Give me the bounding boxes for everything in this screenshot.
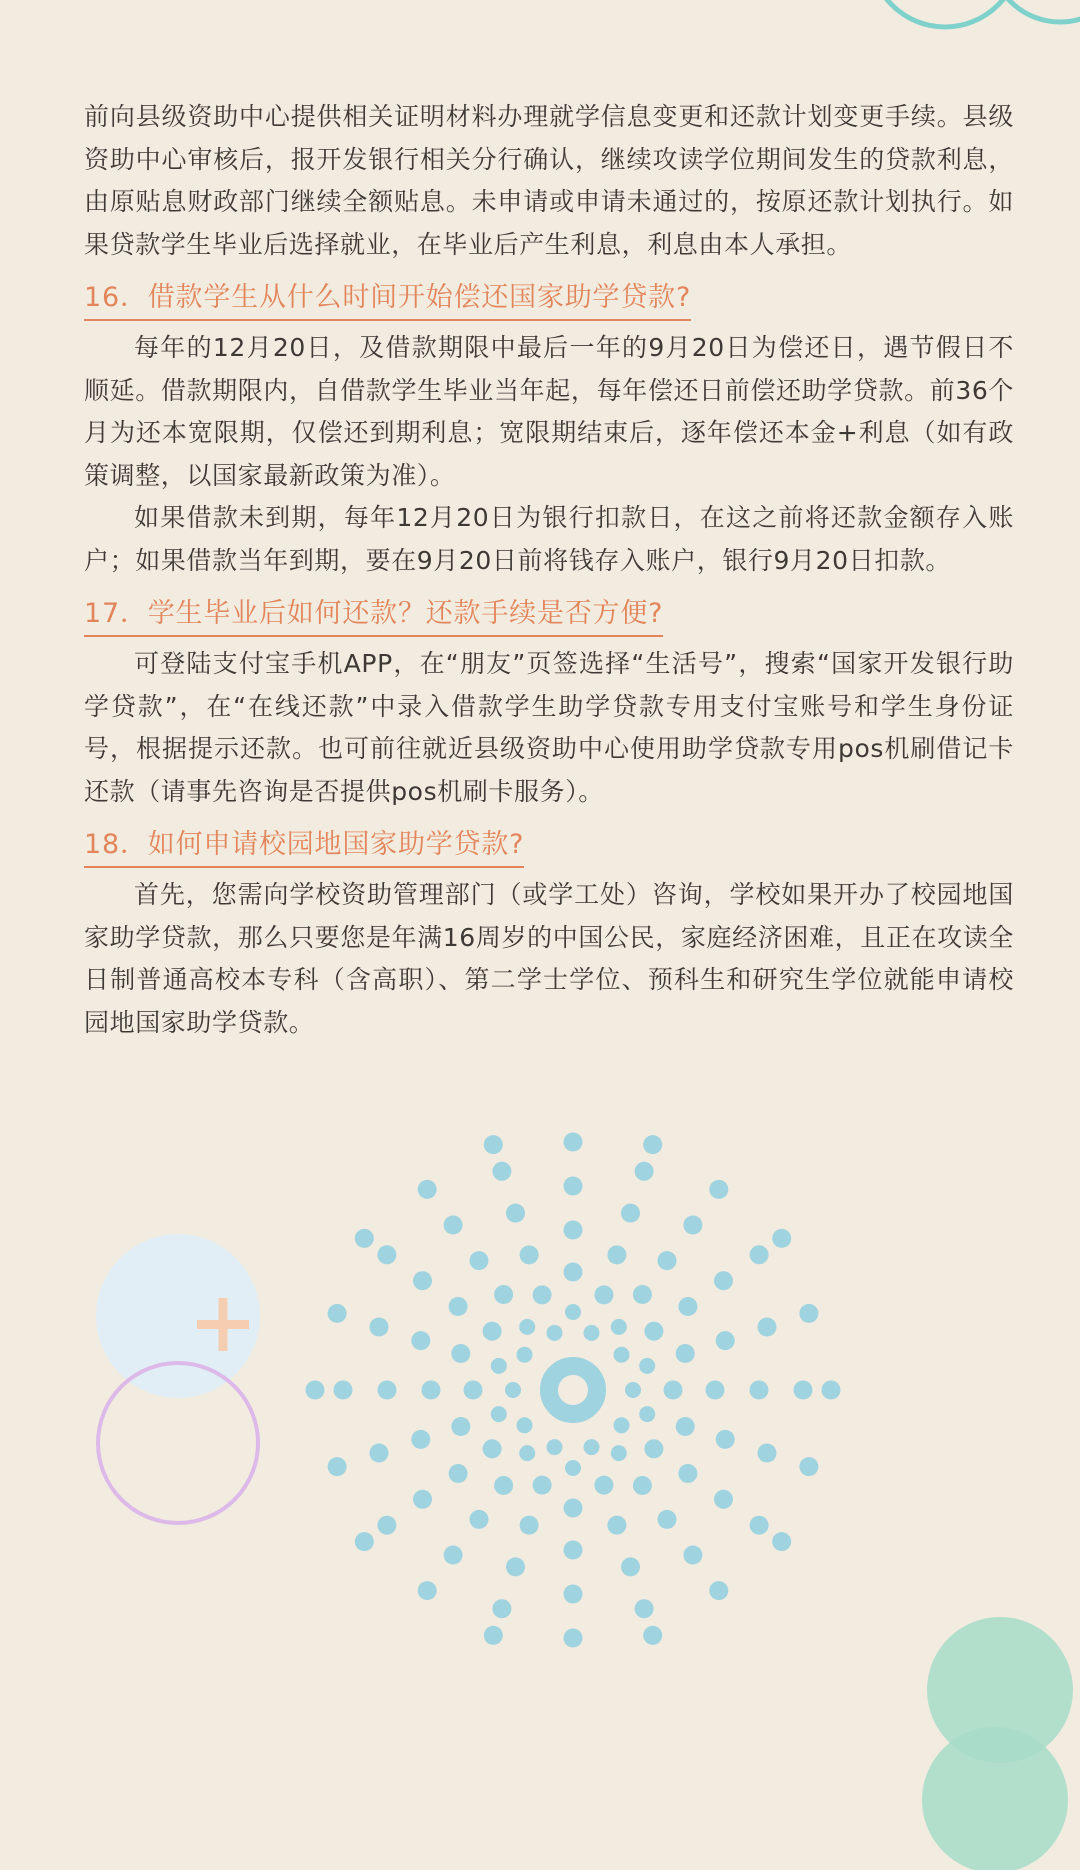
burst-dot — [716, 1430, 735, 1449]
burst-dot — [444, 1546, 463, 1565]
burst-dot — [644, 1439, 663, 1458]
burst-dot — [639, 1358, 655, 1374]
burst-dot — [594, 1285, 613, 1304]
burst-dot — [607, 1516, 626, 1535]
burst-dot — [607, 1245, 626, 1264]
burst-dot — [564, 1585, 583, 1604]
burst-dot — [444, 1216, 463, 1235]
burst-dot — [611, 1445, 627, 1461]
burst-dot — [614, 1417, 630, 1433]
burst-dot — [547, 1325, 563, 1341]
burst-dot — [418, 1581, 437, 1600]
burst-dot — [611, 1319, 627, 1335]
burst-dot — [643, 1626, 662, 1645]
burst-dot — [633, 1476, 652, 1495]
burst-dot — [413, 1490, 432, 1509]
burst-dot — [449, 1464, 468, 1483]
burst-dot — [758, 1318, 777, 1337]
burst-dot — [517, 1417, 533, 1433]
burst-dot — [483, 1439, 502, 1458]
burst-dot — [355, 1229, 374, 1248]
burst-dot — [683, 1546, 702, 1565]
burst-dot — [565, 1304, 581, 1320]
section-heading: 18．如何申请校园地国家助学贷款? — [84, 825, 524, 868]
burst-dot — [370, 1318, 389, 1337]
top-ring-right — [990, 0, 1080, 22]
burst-dot — [411, 1331, 430, 1350]
intro-paragraph: 前向县级资助中心提供相关证明材料办理就学信息变更和还款计划变更手续。县级资助中心审核后，报开发银行相关分行确认，继续攻读学位期间发生的贷款利息，由原贴息财政部门继续全额贴息。未申请或申请未通过的，按原还款计划执行。如果贷款学生毕业后选择就业，在毕业后产生利息，利息由本人承担。 — [84, 102, 1014, 259]
burst-dot — [506, 1204, 525, 1223]
burst-dot — [334, 1381, 353, 1400]
burst-dot — [328, 1457, 347, 1476]
top-decorative-circles — [0, 0, 1080, 80]
burst-dot — [794, 1381, 813, 1400]
burst-dot — [484, 1135, 503, 1154]
article-content — [84, 96, 1014, 1044]
burst-dot — [676, 1344, 695, 1363]
burst-dot — [564, 1629, 583, 1648]
burst-dot — [565, 1460, 581, 1476]
burst-dot — [411, 1430, 430, 1449]
burst-dot — [422, 1381, 441, 1400]
burst-dot — [517, 1347, 533, 1363]
burst-dot — [676, 1417, 695, 1436]
burst-dot — [822, 1381, 841, 1400]
burst-dot — [378, 1381, 397, 1400]
burst-dot — [635, 1162, 654, 1181]
burst-dot — [505, 1382, 521, 1398]
burst-dot — [584, 1325, 600, 1341]
section-heading: 16．借款学生从什么时间开始偿还国家助学贷款? — [84, 278, 691, 321]
section-heading: 17．学生毕业后如何还款？还款手续是否方便? — [84, 594, 663, 637]
burst-dot — [658, 1510, 677, 1529]
burst-dot — [483, 1322, 502, 1341]
burst-dot — [594, 1476, 613, 1495]
burst-dot — [664, 1381, 683, 1400]
burst-dot — [564, 1263, 583, 1282]
section-paragraph: 如果借款未到期，每年12月20日为银行扣款日，在这之前将还款金额存入账户；如果借款当年到期，要在9月20日前将钱存入账户，银行9月20日扣款。 — [84, 503, 1014, 575]
burst-dot — [491, 1358, 507, 1374]
burst-dot — [709, 1581, 728, 1600]
burst-dot — [328, 1304, 347, 1323]
burst-dot — [370, 1444, 389, 1463]
burst-dot — [492, 1599, 511, 1618]
section-17 — [84, 594, 1014, 813]
section-paragraph: 每年的12月20日，及借款期限中最后一年的9月20日为偿还日，遇节假日不顺延。借款期限内，自借款学生毕业当年起，每年偿还日前偿还助学贷款。前36个月为还本宽限期，仅偿还到期利息；宽限期结束后，逐年偿还本金+利息（如有政策调整，以国家最新政策为准）。 — [84, 333, 1014, 490]
bottom-decoration — [0, 1130, 1080, 1870]
burst-dot — [494, 1476, 513, 1495]
burst-dot — [564, 1541, 583, 1560]
burst-dot — [564, 1133, 583, 1152]
burst-dot — [714, 1271, 733, 1290]
green-blob-bottom — [922, 1727, 1068, 1870]
section-18 — [84, 825, 1014, 1044]
burst-dot — [621, 1204, 640, 1223]
burst-dot — [584, 1439, 600, 1455]
burst-dot — [750, 1381, 769, 1400]
burst-dot — [750, 1516, 769, 1535]
dot-burst-graphic — [306, 1133, 841, 1648]
burst-dot — [706, 1381, 725, 1400]
top-ring-left — [870, 0, 1020, 27]
burst-dot — [547, 1439, 563, 1455]
burst-dot — [484, 1626, 503, 1645]
burst-dot — [678, 1464, 697, 1483]
burst-dot — [494, 1285, 513, 1304]
burst-dot — [377, 1245, 396, 1264]
burst-dot — [464, 1381, 483, 1400]
burst-dot — [621, 1557, 640, 1576]
burst-dot — [449, 1297, 468, 1316]
burst-dot — [418, 1180, 437, 1199]
burst-dot — [625, 1382, 641, 1398]
burst-dot — [644, 1322, 663, 1341]
burst-dot — [643, 1135, 662, 1154]
burst-dot — [520, 1245, 539, 1264]
burst-dot — [758, 1444, 777, 1463]
burst-dot — [306, 1381, 325, 1400]
burst-dot — [564, 1221, 583, 1240]
burst-dot — [377, 1516, 396, 1535]
burst-dot — [678, 1297, 697, 1316]
burst-dot — [451, 1417, 470, 1436]
burst-dot — [564, 1177, 583, 1196]
burst-dot — [709, 1180, 728, 1199]
burst-dot — [451, 1344, 470, 1363]
burst-dot — [413, 1271, 432, 1290]
section-16 — [84, 278, 1014, 582]
burst-dot — [470, 1510, 489, 1529]
burst-dot — [355, 1532, 374, 1551]
burst-dot — [533, 1476, 552, 1495]
burst-dot — [799, 1457, 818, 1476]
burst-dot — [614, 1347, 630, 1363]
burst-dot — [506, 1557, 525, 1576]
burst-dot — [564, 1499, 583, 1518]
burst-dot — [658, 1251, 677, 1270]
burst-dot — [470, 1251, 489, 1270]
burst-dot — [683, 1216, 702, 1235]
burst-dot — [772, 1229, 791, 1248]
burst-dot — [533, 1285, 552, 1304]
burst-dot — [491, 1406, 507, 1422]
burst-dot — [635, 1599, 654, 1618]
burst-dot — [633, 1285, 652, 1304]
burst-dot — [639, 1406, 655, 1422]
burst-dot — [714, 1490, 733, 1509]
burst-dot — [799, 1304, 818, 1323]
section-paragraph: 首先，您需向学校资助管理部门（或学工处）咨询，学校如果开办了校园地国家助学贷款，那么只要您是年满16周岁的中国公民，家庭经济困难，且正在攻读全日制普通高校本专科（含高职）、第二学士学位、预科生和研究生学位就能申请校园地国家助学贷款。 — [84, 880, 1014, 1037]
burst-center-ring — [549, 1366, 597, 1414]
section-paragraph: 可登陆支付宝手机APP，在“朋友”页签选择“生活号”，搜索“国家开发银行助学贷款”，在“在线还款”中录入借款学生助学贷款专用支付宝账号和学生身份证号，根据提示还款。也可前往就近县级资助中心使用助学贷款专用pos机刷借记卡还款（请事先咨询是否提供pos机刷卡服务）。 — [84, 649, 1014, 806]
burst-dot — [520, 1516, 539, 1535]
burst-dot — [750, 1245, 769, 1264]
burst-dot — [716, 1331, 735, 1350]
burst-dot — [519, 1319, 535, 1335]
burst-dot — [492, 1162, 511, 1181]
burst-dot — [772, 1532, 791, 1551]
burst-dot — [519, 1445, 535, 1461]
blue-blob — [96, 1234, 260, 1398]
